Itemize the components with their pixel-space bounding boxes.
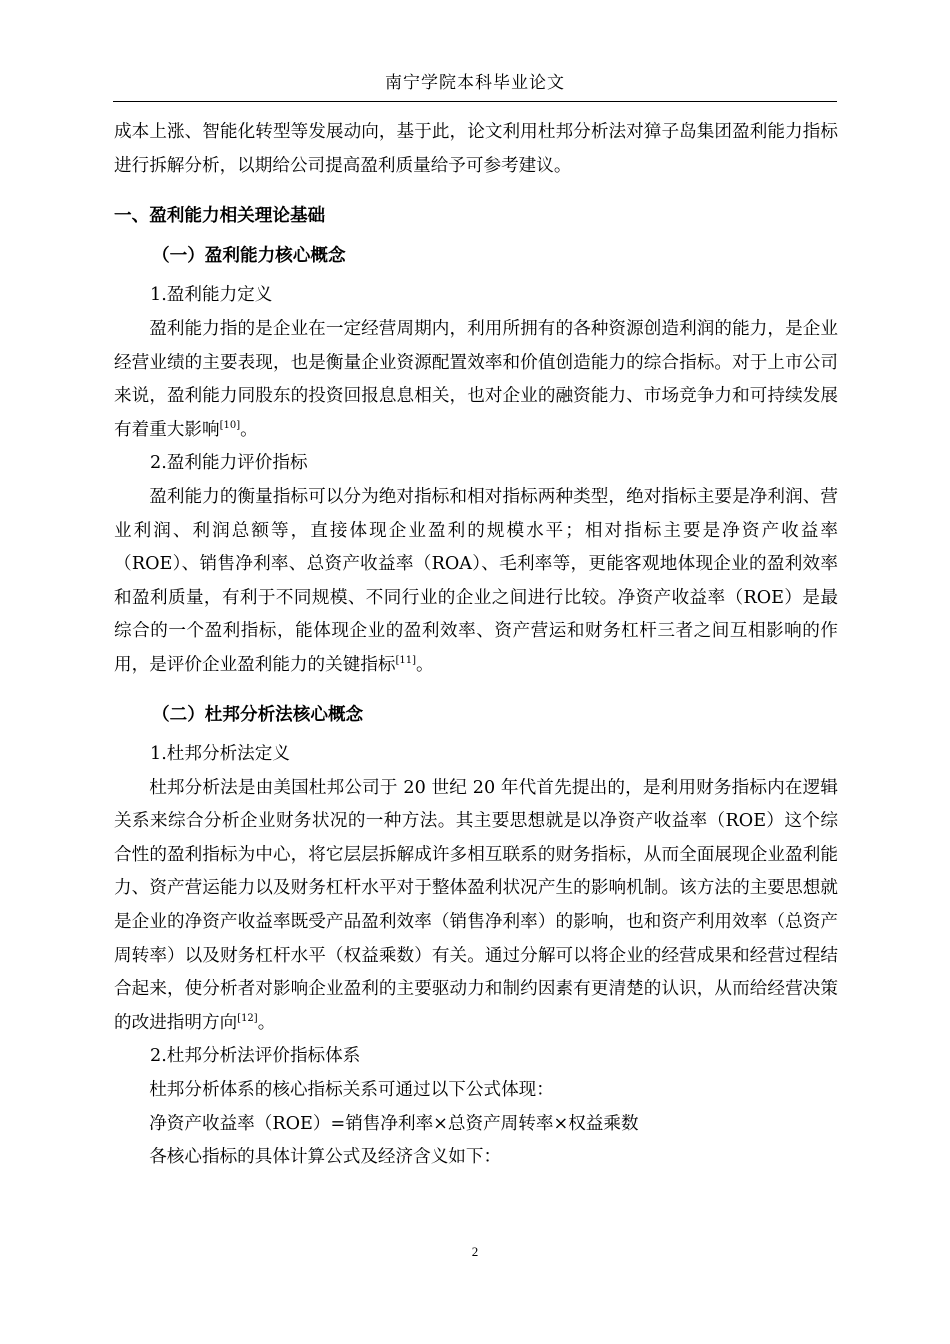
subsection-heading-1: （一）盈利能力核心概念 xyxy=(152,245,346,266)
section-heading-1: 一、盈利能力相关理论基础 xyxy=(114,206,326,227)
paragraph-text: 盈利能力的衡量指标可以分为绝对指标和相对指标两种类型，绝对指标主要是净利润、营业利润、利润总额等，直接体现企业盈利的规模水平；相对指标主要是净资产收益率（ROE）、销售净利率、总资产收益率（ROA）、毛利率等，更能客观地体现企业的盈利效率和盈利质量，有利于不同规模、不同行业的企业之间进行比较。净资产收益率（ROE）是最综合的一个盈利指标，能体现企业的盈利效率、资产营运和财务杠杆三者之间互相影响的作用，是评价企业盈利能力的关键指标 xyxy=(114,486,838,675)
page-number: 2 xyxy=(471,1244,479,1259)
citation-ref: [12] xyxy=(237,1012,258,1024)
running-header: 南宁学院本科毕业论文 xyxy=(385,73,565,93)
citation-ref: [10] xyxy=(219,419,241,431)
document-body xyxy=(114,116,838,1175)
item-heading-profitability-indicators: 2.盈利能力评价指标 xyxy=(150,453,308,474)
item-heading-dupont-definition: 1.杜邦分析法定义 xyxy=(150,744,290,765)
paragraph-dupont-definition xyxy=(114,772,838,1041)
paragraph-end: 。 xyxy=(240,419,258,440)
paragraph-intro-continued: 成本上涨、智能化转型等发展动向，基于此，论文利用杜邦分析法对獐子岛集团盈利能力指标进行拆解分析，以期给公司提高盈利质量给予可参考建议。 xyxy=(114,122,838,176)
spacer xyxy=(114,183,838,193)
paragraph-dupont-system-intro: 杜邦分析体系的核心指标关系可通过以下公式体现： xyxy=(149,1080,554,1101)
paragraph-end: 。 xyxy=(257,1012,276,1033)
item-heading-dupont-system: 2.杜邦分析法评价指标体系 xyxy=(150,1046,361,1067)
formula-roe: 净资产收益率（ROE）=销售净利率×总资产周转率×权益乘数 xyxy=(149,1113,639,1134)
paragraph-profitability-definition xyxy=(114,313,838,447)
paragraph-profitability-indicators xyxy=(114,481,838,683)
paragraph-text: 盈利能力指的是企业在一定经营周期内，利用所拥有的各种资源创造利润的能力，是企业经营业绩的主要表现，也是衡量企业资源配置效率和价值创造能力的综合指标。对于上市公司来说，盈利能力同股东的投资回报息息相关，也对企业的融资能力、市场竞争力和可持续发展有着重大影响 xyxy=(114,318,838,440)
item-heading-profitability-definition: 1.盈利能力定义 xyxy=(150,285,273,306)
paragraph-end: 。 xyxy=(416,654,434,675)
paragraph-formulas-intro: 各核心指标的具体计算公式及经济含义如下： xyxy=(149,1147,502,1168)
subsection-heading-2: （二）杜邦分析法核心概念 xyxy=(152,704,364,725)
header-divider xyxy=(113,101,837,102)
paragraph-text: 杜邦分析法是由美国杜邦公司于 20 世纪 20 年代首先提出的，是利用财务指标内在逻辑关系来综合分析企业财务状况的一种方法。其主要思想就是以净资产收益率（ROE）这个综合性的盈利指标为中心，将它层层拆解成许多相互联系的财务指标，从而全面展现企业盈利能力、资产营运能力以及财务杠杆水平对于整体盈利状况产生的影响机制。该方法的主要思想就是企业的净资产收益率既受产品盈利效率（销售净利率）的影响，也和资产利用效率（总资产周转率）以及财务杠杆水平（权益乘数）有关。通过分解可以将企业的经营成果和经营过程结合起来，使分析者对影响企业盈利的主要驱动力和制约因素有更清楚的认识，从而给经营决策的改进指明方向 xyxy=(114,777,838,1033)
spacer xyxy=(114,683,838,693)
citation-ref: [11] xyxy=(395,654,417,666)
